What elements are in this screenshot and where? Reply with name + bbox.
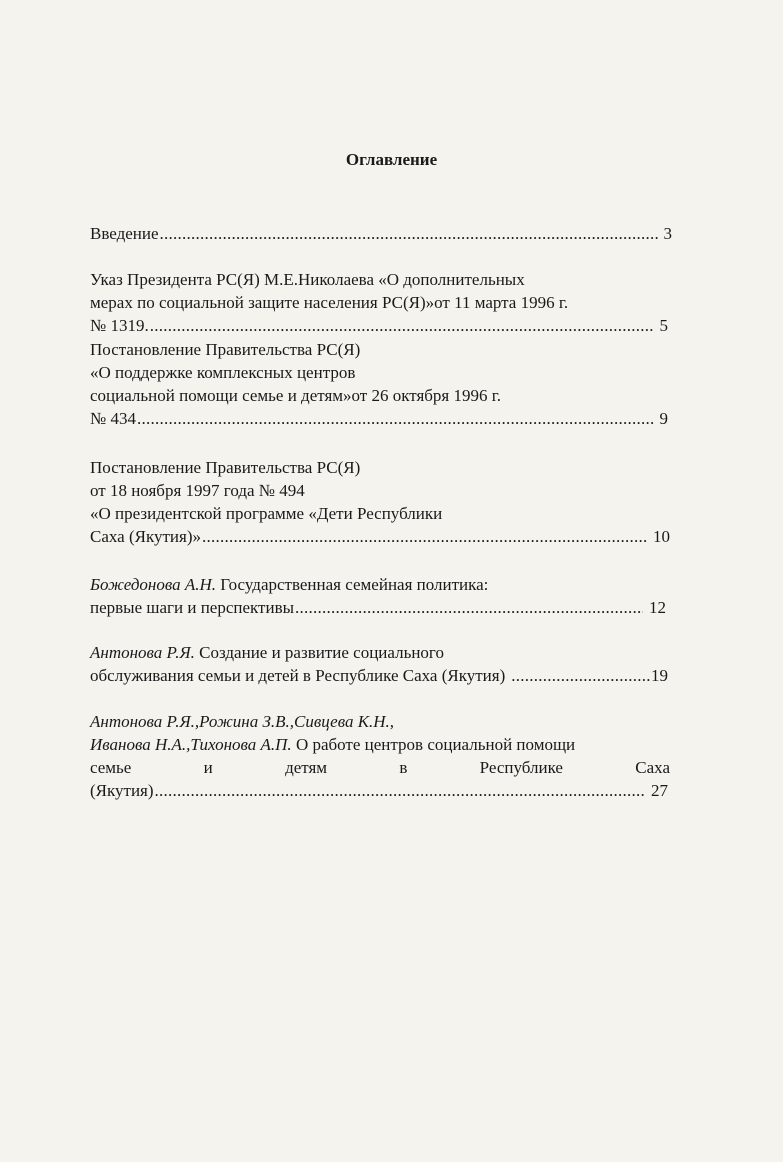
toc-entry-line: «О поддержке комплексных центров — [90, 363, 356, 382]
toc-page-number: 5 — [659, 316, 668, 335]
toc-page-number: 27 — [651, 781, 668, 800]
toc-entry-line: мерах по социальной защите населения РС(Я)»от 11 марта 1996 г. — [90, 293, 569, 312]
author-name: Антонова Р.Я. — [90, 643, 195, 662]
word: в — [399, 758, 408, 777]
dot-leader — [137, 407, 654, 430]
toc-entry-resolution-1997 — [90, 456, 670, 548]
toc-page-number: 9 — [659, 409, 668, 428]
word: детям — [285, 758, 328, 777]
toc-page-number: 19 — [651, 666, 668, 685]
toc-entry-line-justified — [90, 756, 670, 779]
author-name: Божедонова А.Н. — [90, 575, 217, 594]
dot-leader — [511, 664, 651, 687]
article-title-part: О работе центров социальной помощи — [291, 735, 576, 754]
toc-entry-line: социальной помощи семье и детям»от 26 октября 1996 г. — [90, 386, 502, 405]
toc-line — [90, 779, 668, 802]
toc-entry-line-text — [90, 733, 575, 756]
toc-entry-line — [90, 733, 670, 756]
toc-entry-text: Введение — [90, 224, 159, 243]
dot-leader — [202, 525, 647, 548]
toc-entry-text: (Якутия) — [90, 781, 154, 800]
word: Саха — [635, 758, 670, 777]
toc-entry-centers — [90, 710, 670, 802]
word: семье — [90, 758, 132, 777]
toc-line — [90, 525, 670, 548]
toc-entry-resolution-1996 — [90, 338, 668, 430]
dot-leader — [150, 314, 654, 337]
toc-entry-bozhedonova — [90, 573, 666, 619]
author-names: Антонова Р.Я.,Рожина З.В.,Сивцева К.Н., — [90, 712, 395, 731]
toc-line — [90, 407, 668, 430]
toc-line — [90, 664, 668, 687]
toc-entry-line: Указ Президента РС(Я) М.Е.Николаева «О дополнительных — [90, 270, 525, 289]
toc-line — [90, 222, 672, 245]
page-title: Оглавление — [345, 150, 438, 169]
toc-entry-line: Постановление Правительства РС(Я) — [90, 340, 361, 359]
article-title-part: Создание и развитие социального — [194, 643, 444, 662]
word: Республике — [479, 758, 563, 777]
toc-entry-text: № 1319. — [90, 316, 149, 335]
author-names: Иванова Н.А.,Тихонова А.П. — [90, 735, 292, 754]
toc-entry-text: первые шаги и перспективы — [90, 598, 295, 617]
toc-entry-text: обслуживания семьи и детей в Республике Саха (Якутия) — [90, 666, 506, 685]
toc-entry-text: Саха (Якутия)» — [90, 527, 201, 546]
toc-line — [90, 314, 668, 337]
dot-leader — [155, 779, 645, 802]
toc-entry-decree — [90, 268, 668, 337]
word: и — [203, 758, 213, 777]
toc-entry-text: № 434 — [90, 409, 136, 428]
toc-entry-line: «О президентской программе «Дети Республики — [90, 504, 443, 523]
toc-entry-antonova — [90, 641, 668, 687]
article-title-part: Государственная семейная политика: — [216, 575, 489, 594]
toc-entry-line — [90, 641, 668, 664]
toc-entry-line: от 18 ноября 1997 года № 494 — [90, 481, 305, 500]
toc-line — [90, 596, 666, 619]
dot-leader — [160, 222, 658, 245]
toc-entry-line — [90, 573, 666, 596]
toc-entry-introduction — [90, 222, 672, 245]
toc-page-number: 12 — [649, 598, 666, 617]
toc-entry-line: Постановление Правительства РС(Я) — [90, 458, 361, 477]
dot-leader — [295, 596, 643, 619]
toc-page-number: 3 — [663, 224, 672, 243]
toc-page-number: 10 — [653, 527, 670, 546]
